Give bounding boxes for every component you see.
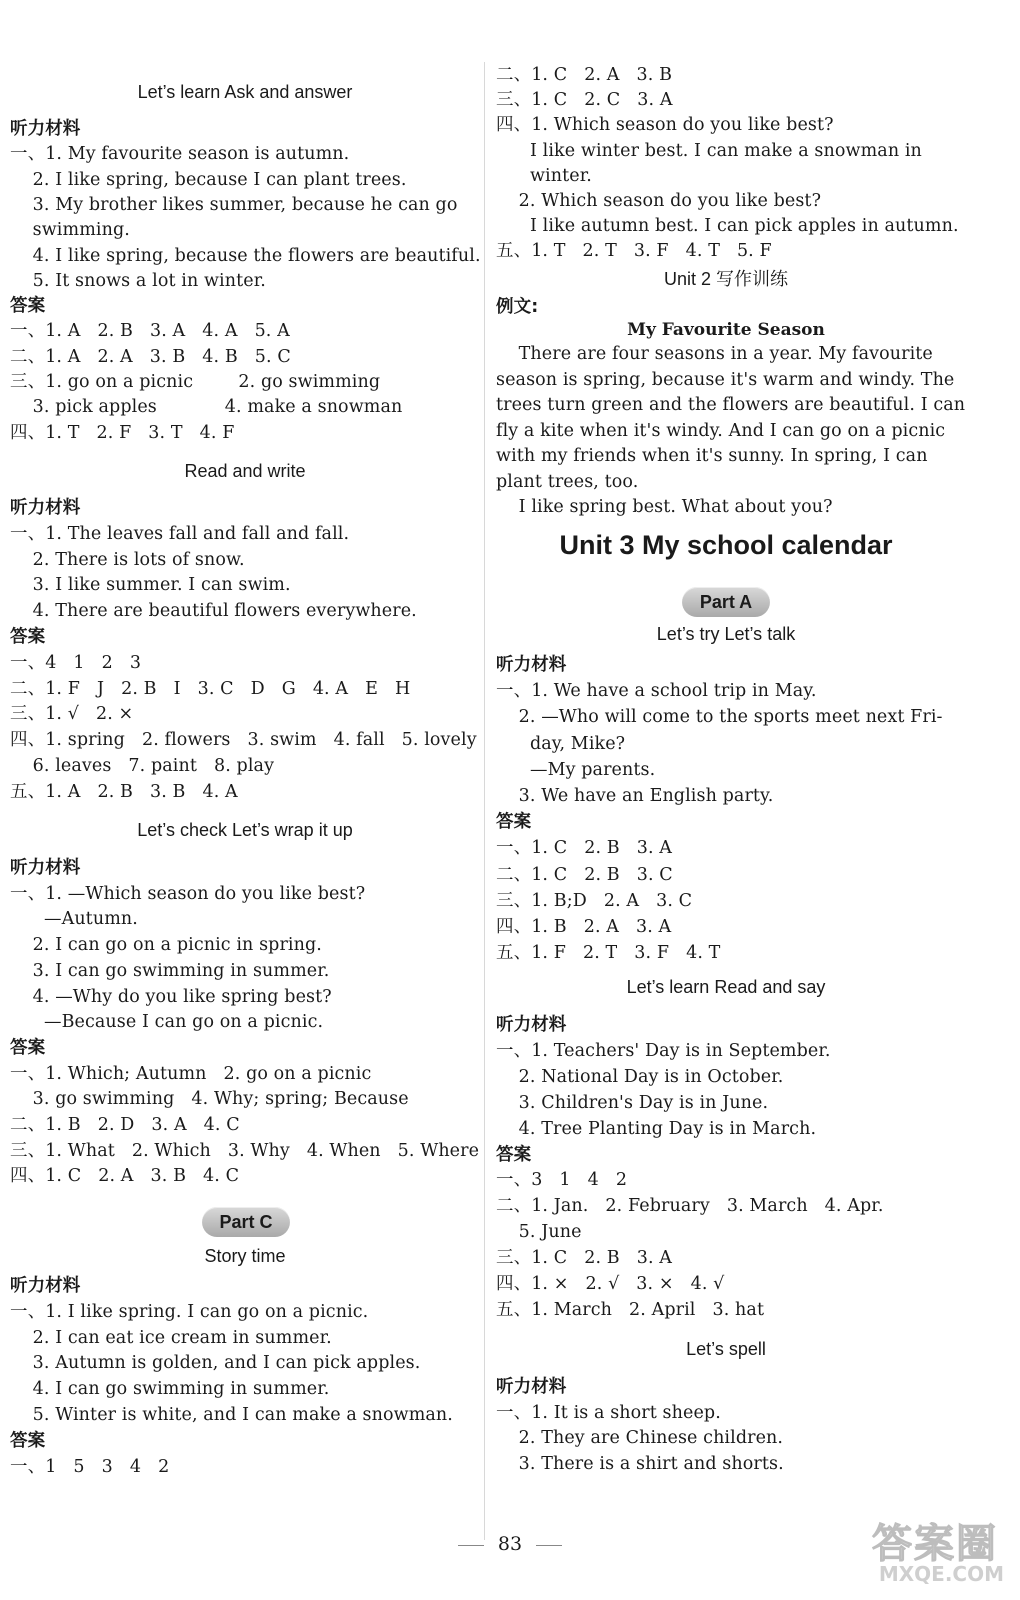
subsection-label: 听力材料 bbox=[10, 858, 81, 878]
text-line: 五、1. March 2. April 3. hat bbox=[496, 1299, 765, 1320]
text-line: 4. I like spring, because the flowers are beautiful. bbox=[10, 245, 481, 266]
part-badge: Part C bbox=[202, 1207, 290, 1237]
text-line: 二、1. A 2. A 3. B 4. B 5. C bbox=[10, 346, 291, 367]
page-number-text: 83 bbox=[497, 1533, 523, 1555]
text-line: trees turn green and the flowers are beautiful. I can bbox=[496, 395, 966, 415]
text-line: 一、1. C 2. B 3. A bbox=[496, 838, 673, 859]
text-line: 3. I can go swimming in summer. bbox=[10, 960, 330, 981]
text-line: 三、1. C 2. B 3. A bbox=[496, 1248, 673, 1269]
watermark-text: 答案圈 bbox=[872, 1521, 998, 1567]
subsection-label: 听力材料 bbox=[496, 1377, 567, 1397]
text-line: fly a kite when it's windy. And I can go on a picnic bbox=[496, 420, 946, 441]
section-title: Let’s learn Read and say bbox=[626, 977, 826, 997]
text-line: swimming. bbox=[10, 220, 130, 241]
text-line: 4. Tree Planting Day is in March. bbox=[496, 1118, 817, 1139]
column-divider bbox=[484, 62, 485, 1540]
text-line: 五、1. F 2. T 3. F 4. T bbox=[496, 943, 721, 964]
subsection-label: 答案 bbox=[10, 1430, 46, 1451]
text-line: 二、1. B 2. D 3. A 4. C bbox=[10, 1115, 240, 1135]
text-line: I like spring best. What about you? bbox=[496, 497, 833, 517]
text-line: —Autumn. bbox=[10, 909, 138, 930]
section-title bbox=[496, 267, 956, 291]
section-title: Let’s check Let’s wrap it up bbox=[137, 820, 353, 840]
subsection-label: 听力材料 bbox=[10, 498, 81, 518]
section-title: Story time bbox=[204, 1246, 286, 1266]
text-line: 3. My brother likes summer, because he can go bbox=[10, 194, 458, 215]
watermark-site: MXQE.COM bbox=[878, 1562, 1004, 1586]
text-line: 2. —Who will come to the sports meet next Fri- bbox=[496, 707, 943, 728]
text-line: 一、1. My favourite season is autumn. bbox=[10, 144, 350, 165]
subsection-label: 听力材料 bbox=[496, 1015, 567, 1035]
text-line: 四、1. C 2. A 3. B 4. C bbox=[10, 1166, 240, 1187]
text-line: 五、1. A 2. B 3. B 4. A bbox=[10, 781, 238, 802]
text-line: 一、3 1 4 2 bbox=[496, 1170, 628, 1191]
text-line: 3. pick apples 4. make a snowman bbox=[10, 397, 403, 418]
writing-title: Unit 2 写作训练 bbox=[663, 269, 789, 289]
text-line: winter. bbox=[496, 165, 592, 186]
unit-title: Unit 3 My school calendar bbox=[559, 530, 893, 560]
text-line: 2. Which season do you like best? bbox=[496, 191, 822, 211]
text-line: 2. They are Chinese children. bbox=[496, 1428, 784, 1448]
text-line: 3. Autumn is golden, and I can pick apples. bbox=[10, 1353, 421, 1374]
text-line: There are four seasons in a year. My favourite bbox=[496, 344, 933, 364]
text-line: 2. I can go on a picnic in spring. bbox=[10, 935, 322, 956]
text-line: 2. National Day is in October. bbox=[496, 1066, 784, 1087]
example-label: 例文: bbox=[496, 297, 539, 317]
text-line: 三、1. √ 2. × bbox=[10, 704, 134, 725]
text-line: —Because I can go on a picnic. bbox=[10, 1012, 324, 1033]
text-line: 4. There are beautiful flowers everywhere. bbox=[10, 601, 417, 622]
text-line: 三、1. C 2. C 3. A bbox=[496, 90, 673, 111]
watermark-logo bbox=[850, 1512, 1010, 1592]
text-line: 5. Winter is white, and I can make a snowman. bbox=[10, 1405, 453, 1425]
subsection-label: 答案 bbox=[496, 812, 532, 833]
text-line: I like winter best. I can make a snowman in bbox=[496, 140, 922, 161]
text-line: 6. leaves 7. paint 8. play bbox=[10, 756, 275, 776]
text-line: 3. Children's Day is in June. bbox=[496, 1092, 769, 1113]
subsection-label: 听力材料 bbox=[496, 655, 567, 675]
text-line: 一、1. Teachers' Day is in September. bbox=[496, 1040, 831, 1061]
text-line: 二、1. Jan. 2. February 3. March 4. Apr. bbox=[496, 1196, 884, 1217]
text-line: season is spring, because it's warm and windy. The bbox=[496, 369, 955, 390]
essay-title: My Favourite Season bbox=[627, 320, 825, 340]
subsection-label: 答案 bbox=[10, 296, 46, 317]
text-line: 4. —Why do you like spring best? bbox=[10, 986, 332, 1007]
text-line: 3. There is a shirt and shorts. bbox=[496, 1453, 784, 1474]
subsection-label: 听力材料 bbox=[10, 1276, 81, 1296]
text-line: 3. I like summer. I can swim. bbox=[10, 575, 291, 596]
text-line: 5. June bbox=[496, 1222, 582, 1243]
text-line: 四、1. B 2. A 3. A bbox=[496, 917, 672, 937]
subsection-label: 答案 bbox=[10, 627, 46, 647]
text-line: 5. It snows a lot in winter. bbox=[10, 270, 266, 291]
section-title: Let’s try Let’s talk bbox=[656, 624, 796, 644]
subsection-label: 答案 bbox=[496, 1144, 532, 1165]
text-line: I like autumn best. I can pick apples in autumn. bbox=[496, 216, 959, 237]
text-line: 三、1. What 2. Which 3. Why 4. When 5. Where bbox=[10, 1140, 480, 1161]
text-line: 3. go swimming 4. Why; spring; Because bbox=[10, 1089, 409, 1110]
text-line: 2. There is lots of snow. bbox=[10, 549, 245, 570]
section-title: Let’s learn Ask and answer bbox=[137, 82, 353, 102]
section-title: Let’s spell bbox=[686, 1339, 766, 1359]
text-line: 五、1. T 2. T 3. F 4. T 5. F bbox=[496, 241, 772, 262]
text-line: 一、1. The leaves fall and fall and fall. bbox=[10, 523, 350, 544]
text-line: 3. We have an English party. bbox=[496, 786, 774, 806]
text-line: 2. I can eat ice cream in summer. bbox=[10, 1327, 332, 1348]
text-line: 二、1. C 2. B 3. C bbox=[496, 864, 673, 885]
text-line: 一、4 1 2 3 bbox=[10, 652, 142, 673]
subsection-label: 答案 bbox=[10, 1037, 46, 1058]
text-line: day, Mike? bbox=[496, 733, 626, 754]
section-title: Read and write bbox=[184, 461, 306, 481]
text-line: 四、1. spring 2. flowers 3. swim 4. fall 5. lovely bbox=[10, 730, 477, 751]
text-line: 一、1. We have a school trip in May. bbox=[496, 681, 817, 702]
text-line: 一、1 5 3 4 2 bbox=[10, 1456, 170, 1477]
text-line: with my friends when it's sunny. In spring, I can bbox=[496, 446, 928, 466]
text-line: 三、1. B;D 2. A 3. C bbox=[496, 890, 693, 911]
text-line: plant trees, too. bbox=[496, 471, 639, 492]
text-line: 二、1. F J 2. B I 3. C D G 4. A E H bbox=[10, 678, 411, 699]
text-line: 三、1. go on a picnic 2. go swimming bbox=[10, 372, 381, 392]
text-line: 一、1. It is a short sheep. bbox=[496, 1402, 721, 1423]
text-line: 四、1. T 2. F 3. T 4. F bbox=[10, 422, 235, 443]
text-line: 一、1. A 2. B 3. A 4. A 5. A bbox=[10, 321, 290, 342]
text-line: 一、1. Which; Autumn 2. go on a picnic bbox=[10, 1063, 372, 1084]
text-line: 一、1. I like spring. I can go on a picnic. bbox=[10, 1301, 369, 1322]
text-line: —My parents. bbox=[496, 759, 656, 780]
text-line: 四、1. Which season do you like best? bbox=[496, 115, 834, 136]
text-line: 四、1. × 2. √ 3. × 4. √ bbox=[496, 1274, 725, 1294]
text-line: 4. I can go swimming in summer. bbox=[10, 1379, 330, 1400]
subsection-label: 听力材料 bbox=[10, 119, 81, 139]
text-line: 二、1. C 2. A 3. B bbox=[496, 65, 673, 85]
dash-left bbox=[458, 1545, 484, 1546]
part-badge: Part A bbox=[682, 587, 770, 617]
dash-right bbox=[536, 1545, 562, 1546]
text-line: 2. I like spring, because I can plant trees. bbox=[10, 169, 407, 190]
text-line: 一、1. —Which season do you like best? bbox=[10, 883, 366, 904]
